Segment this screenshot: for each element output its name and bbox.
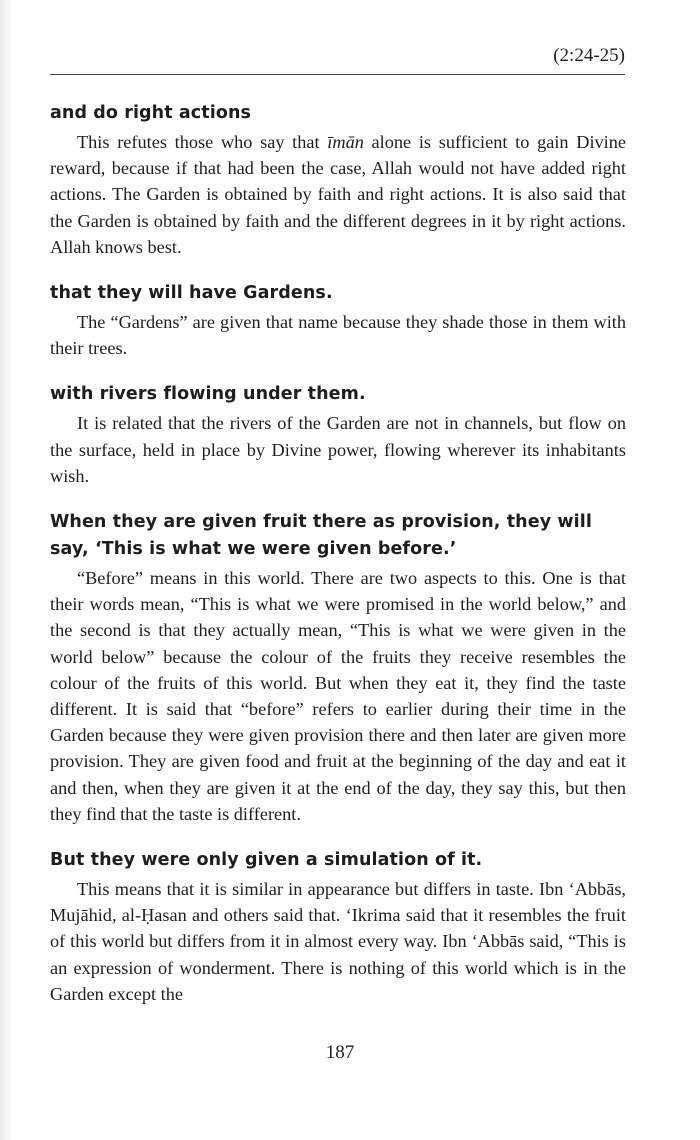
section-heading: and do right actions <box>50 103 252 123</box>
running-head: (2:24-25) <box>553 45 625 66</box>
section-heading: But they were only given a simulation of it. <box>50 850 483 871</box>
section-simulation <box>50 847 626 1007</box>
section-paragraph: The “Gardens” are given that name because they shade those in them with their trees. <box>50 312 626 359</box>
section-heading: that they will have Gardens. <box>50 283 333 304</box>
page-gutter-shadow <box>0 0 14 1140</box>
section-paragraph: “Before” means in this world. There are two aspects to this. One is that their words mean, “This is what we were promised in the world below,” and the second is that they actually mean, “This is what we were given in the world below” because the colour of the fruits they receive resembles the colour of the fruits of this world. But when they eat it, they find the taste different. It is said that “before” refers to earlier during their time in the Garden because they were given provision there and then later are given more provision. They are given food and fruit at the beginning of the day and eat it and then, when they are given it at the end of the day, they say this, but then they find that the taste is different. <box>50 568 626 824</box>
paragraph-text: This refutes those who say that <box>77 132 328 152</box>
section-paragraph <box>50 129 626 260</box>
section-gardens <box>50 280 626 361</box>
section-heading: with rivers flowing under them. <box>50 384 366 405</box>
section-paragraph: It is related that the rivers of the Garden are not in channels, but flow on the surface, held in place by Divine power, flowing wherever its inhabitants wish. <box>50 413 626 486</box>
section-right-actions <box>50 100 626 260</box>
section-paragraph: This means that it is similar in appearance but differs in taste. Ibn ‘Abbās, Mujāhid, al-Ḥasan and others said that. ‘Ikrima said that it resembles the fruit of this world but differs from it in almost every way. Ibn ‘Abbās said, “This is an expression of wonderment. There is nothing of this world which is in the Garden except the <box>50 879 626 1004</box>
italic-term: īmān <box>327 132 364 152</box>
page-content <box>50 100 626 1027</box>
page-number: 187 <box>325 1042 355 1063</box>
header-rule <box>50 74 625 75</box>
paragraph-text: alone is sufficient to gain Divine reward, because if that had been the case, Allah would not have added right actions. The Garden is obtained by faith and right actions. It is also said that the Garden is obtained by faith and the different degrees in it by right actions. Allah knows best. <box>50 132 626 257</box>
section-fruit-provision <box>50 509 626 827</box>
section-heading: When they are given fruit there as provision, they will say, ‘This is what we were given before.’ <box>50 512 592 560</box>
section-rivers <box>50 381 626 489</box>
